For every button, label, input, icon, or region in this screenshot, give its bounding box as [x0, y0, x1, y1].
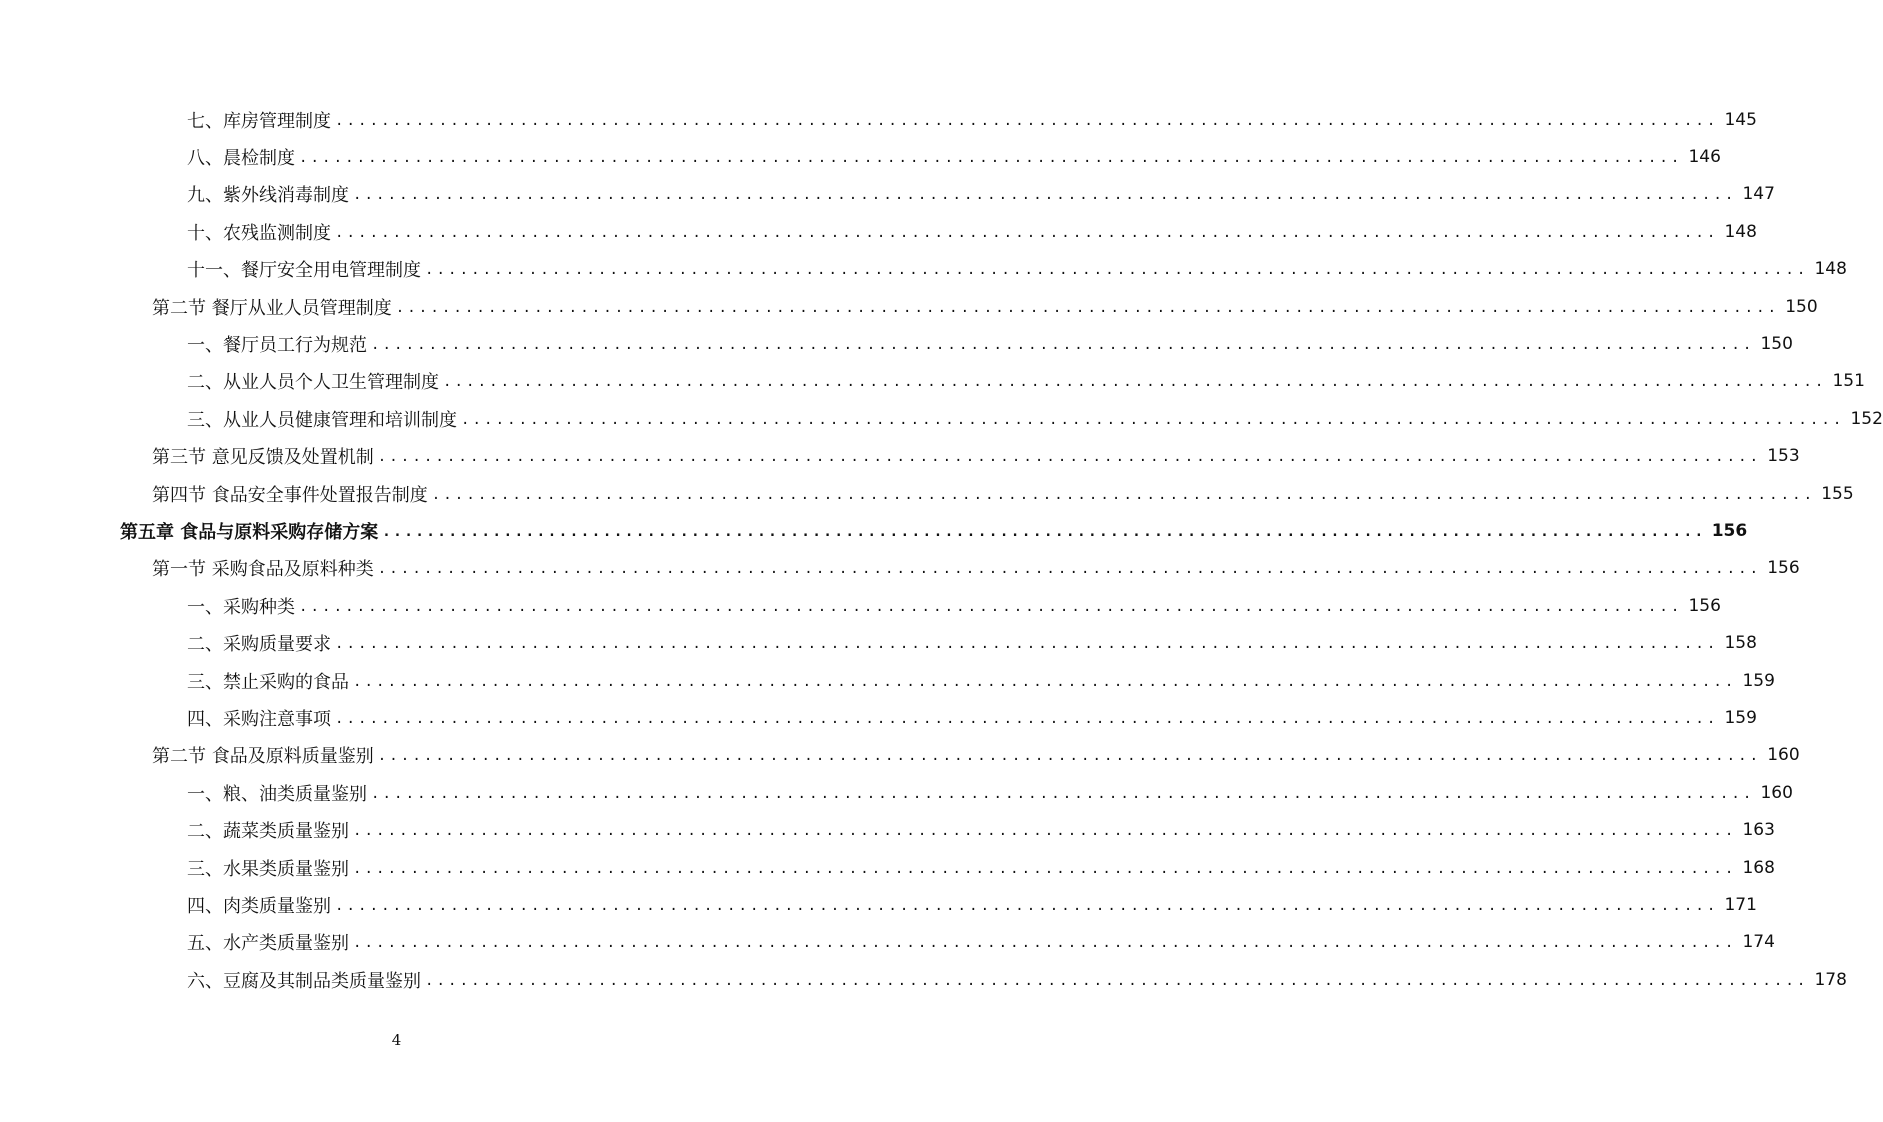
toc-entry[interactable] — [0, 438, 1800, 475]
toc-entry-title: 第一节 采购食品及原料种类 — [152, 559, 374, 581]
toc-entry-title: 五、水产类质量鉴别 — [187, 933, 349, 955]
toc-entry-title: 三、从业人员健康管理和培训制度 — [187, 409, 457, 431]
toc-entry-title: 第二节 餐厅从业人员管理制度 — [152, 297, 392, 319]
dot-leader: ........................................................................................................................ — [299, 150, 1683, 167]
toc-entry[interactable] — [0, 811, 1775, 848]
toc-entry[interactable] — [0, 662, 1775, 699]
toc-entry[interactable] — [0, 699, 1757, 736]
toc-entry-page: 151 — [1832, 371, 1865, 392]
dot-leader: ........................................................................................................................ — [425, 262, 1809, 279]
toc-entry-page: 155 — [1821, 483, 1854, 504]
toc-entry[interactable] — [0, 475, 1854, 512]
toc-entry-title: 四、采购注意事项 — [187, 708, 331, 730]
toc-entry-page: 174 — [1742, 932, 1775, 953]
toc-entry[interactable] — [0, 550, 1800, 587]
toc-entry-title: 三、禁止采购的食品 — [187, 671, 349, 693]
dot-leader: ........................................................................................................................ — [335, 224, 1719, 241]
dot-leader: ........................................................................................................................ — [335, 897, 1719, 914]
toc-entry-page: 156 — [1688, 595, 1721, 616]
toc-entry-title: 二、从业人员个人卫生管理制度 — [187, 372, 439, 394]
toc-entry[interactable] — [0, 624, 1757, 661]
toc-entry-title: 九、紫外线消毒制度 — [187, 185, 349, 207]
dot-leader: ........................................................................................................................ — [371, 785, 1755, 802]
dot-leader: ........................................................................................................................ — [353, 673, 1737, 690]
toc-entry-title: 第三节 意见反馈及处置机制 — [152, 447, 374, 469]
dot-leader: ........................................................................................................................ — [353, 187, 1737, 204]
toc-entry[interactable] — [0, 849, 1775, 886]
dot-leader: ........................................................................................................................ — [335, 112, 1719, 129]
toc-entry-title: 一、粮、油类质量鉴别 — [187, 783, 367, 805]
toc-entry-page: 156 — [1711, 520, 1748, 541]
toc-entry[interactable] — [0, 138, 1721, 175]
toc-entry[interactable] — [0, 288, 1818, 325]
toc-entry[interactable] — [0, 961, 1847, 998]
dot-leader: ........................................................................................................................ — [443, 374, 1827, 391]
dot-leader: ........................................................................................................................ — [371, 337, 1755, 354]
toc-entry-title: 一、餐厅员工行为规范 — [187, 335, 367, 357]
dot-leader: ........................................................................................................................ — [382, 523, 1706, 540]
table-of-contents — [0, 101, 1883, 998]
toc-entry[interactable] — [0, 251, 1847, 288]
toc-entry-page: 145 — [1724, 109, 1757, 130]
dot-leader: ........................................................................................................................ — [425, 972, 1809, 989]
dot-leader: ........................................................................................................................ — [431, 486, 1816, 503]
toc-entry-page: 160 — [1760, 782, 1793, 803]
toc-entry-title: 第二节 食品及原料质量鉴别 — [152, 746, 374, 768]
toc-entry-title: 八、晨检制度 — [187, 148, 295, 170]
toc-entry-page: 168 — [1742, 857, 1775, 878]
dot-leader: ........................................................................................................................ — [353, 823, 1737, 840]
toc-entry-page: 160 — [1767, 745, 1800, 766]
toc-entry[interactable] — [0, 737, 1800, 774]
toc-entry-title: 六、豆腐及其制品类质量鉴别 — [187, 970, 421, 992]
toc-entry[interactable] — [0, 587, 1721, 624]
toc-entry[interactable] — [0, 924, 1775, 961]
dot-leader: ........................................................................................................................ — [353, 860, 1737, 877]
toc-entry-title: 第五章 食品与原料采购存储方案 — [120, 521, 379, 543]
toc-entry-page: 171 — [1724, 894, 1757, 915]
toc-entry-page: 148 — [1724, 221, 1757, 242]
toc-entry-page: 150 — [1785, 296, 1818, 317]
toc-entry-page: 163 — [1742, 820, 1775, 841]
toc-entry-page: 159 — [1742, 670, 1775, 691]
toc-entry[interactable] — [0, 363, 1865, 400]
toc-entry[interactable] — [0, 512, 1748, 549]
toc-entry[interactable] — [0, 213, 1757, 250]
toc-entry-page: 156 — [1767, 558, 1800, 579]
toc-entry[interactable] — [0, 325, 1793, 362]
toc-entry-title: 二、蔬菜类质量鉴别 — [187, 821, 349, 843]
dot-leader: ........................................................................................................................ — [335, 636, 1719, 653]
toc-entry-title: 一、采购种类 — [187, 596, 295, 618]
dot-leader: ........................................................................................................................ — [377, 748, 1762, 765]
toc-entry-page: 150 — [1760, 334, 1793, 355]
toc-entry-page: 146 — [1688, 147, 1721, 168]
dot-leader: ........................................................................................................................ — [299, 598, 1683, 615]
dot-leader: ........................................................................................................................ — [395, 299, 1780, 316]
toc-entry-page: 178 — [1814, 969, 1847, 990]
toc-entry[interactable] — [0, 101, 1757, 138]
toc-entry-title: 三、水果类质量鉴别 — [187, 858, 349, 880]
toc-entry-page: 148 — [1814, 259, 1847, 280]
toc-entry-title: 十、农残监测制度 — [187, 222, 331, 244]
toc-entry-title: 四、肉类质量鉴别 — [187, 895, 331, 917]
toc-entry[interactable] — [0, 176, 1775, 213]
dot-leader: ........................................................................................................................ — [377, 449, 1762, 466]
dot-leader: ........................................................................................................................ — [377, 561, 1762, 578]
dot-leader: ........................................................................................................................ — [335, 710, 1719, 727]
toc-entry-title: 第四节 食品安全事件处置报告制度 — [152, 484, 428, 506]
toc-entry-page: 147 — [1742, 184, 1775, 205]
toc-entry[interactable] — [0, 400, 1883, 437]
toc-entry-title: 二、采购质量要求 — [187, 634, 331, 656]
dot-leader: ........................................................................................................................ — [461, 411, 1845, 428]
page-number: 4 — [391, 1031, 402, 1049]
toc-entry-page: 152 — [1850, 408, 1883, 429]
toc-entry-page: 153 — [1767, 446, 1800, 467]
toc-entry-title: 十一、餐厅安全用电管理制度 — [187, 260, 421, 282]
toc-entry-page: 158 — [1724, 633, 1757, 654]
toc-entry-page: 159 — [1724, 707, 1757, 728]
dot-leader: ........................................................................................................................ — [353, 935, 1737, 952]
toc-entry[interactable] — [0, 774, 1793, 811]
toc-entry[interactable] — [0, 886, 1757, 923]
toc-entry-title: 七、库房管理制度 — [187, 110, 331, 132]
